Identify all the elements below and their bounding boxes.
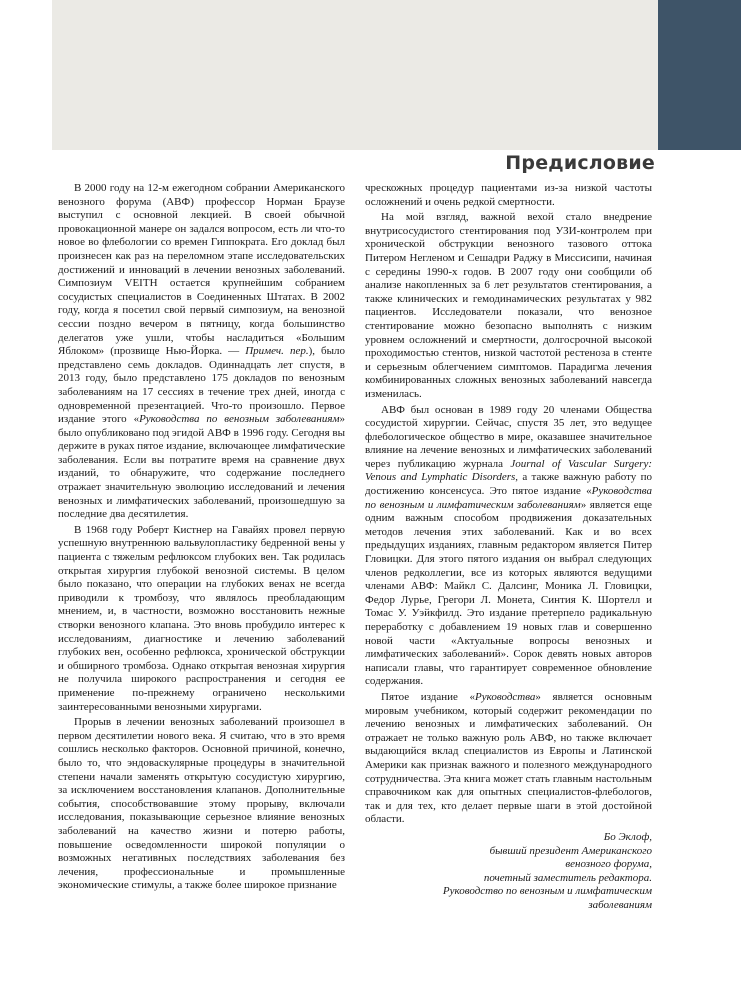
- text-run: » было опубликовано под эгидой АВФ в 1996 году. Сегодня вы держите в руках пятое издание, включающее лимфатические заболевания. Если вы потратите время на сравнение двух изданий, то обнаружите, что содержание последнего отражает значительную эволюцию исследований и лечения венозных и лимфатических заболеваний, произошедшую за последние два десятилетия.: [58, 413, 345, 521]
- signature-line: бывший президент Американского: [489, 844, 652, 857]
- paragraph-continuation: чрескожных процедур пациентами из-за низкой частоты осложнений и очень редкой смертности.: [365, 182, 652, 208]
- signature-line: Руководство по венозным и лимфатическим: [442, 885, 652, 898]
- book-title: Руководства по венозным заболеваниям: [139, 413, 340, 426]
- book-title: Руководства по венозным и лимфатическим заболеваниям: [365, 485, 652, 511]
- text-run: В 2000 году на 12-м ежегодном собрании Американского венозного форума (АВФ) профессор Норман Браузе выступил с основной лекцией. В своей обычной провокационной манере он задался вопросом, есть ли что-то новое во флебологии со времен Гиппократа. Его доклад был произнесен как раз на переломном этапе исследовательских достижений и инноваций в лечении венозных заболеваний. Симпозиум VEITH остается крупнейшим собранием сосудистых специалистов в Соединенных Штатах. В 2002 году, когда я посетил свой первый симпозиум, на венозной сессии поздно вечером в пятницу, когда большинство делегатов уже ушли, чтобы насладиться «Большим Яблоком» (прозвище Нью-Йорка. —: [58, 182, 345, 358]
- signature-block: [365, 831, 652, 913]
- signature-line: почетный заместитель редактора.: [483, 871, 652, 884]
- journal-title: Journal of Vascular Surgery: Venous and Lymphatic Disorders: [365, 457, 652, 484]
- text-run: АВФ был основан в 1989 году 20 членами Общества сосудистой хирургии. Сейчас, спустя 35 лет, это ведущее флебологическое общество в мире, оказавшее значительное влияние на лечение венозных и лимфатических заболеваний через публикацию журнала: [365, 403, 652, 470]
- text-run: Пятое издание «: [381, 690, 476, 703]
- signature-line: заболеваниям: [588, 898, 652, 911]
- header-band: [52, 0, 658, 150]
- corner-color-block: [658, 0, 741, 150]
- left-column: [58, 182, 345, 893]
- page-title: Предисловие: [505, 152, 655, 174]
- paragraph: В 1968 году Роберт Кистнер на Гавайях провел первую успешную внутреннюю вальвулопластику бедренной вены у пациента с тяжелым рефлюксом глубоких вен. Так родилась открытая хирургия глубокой венозной системы. В целом было показано, что операции на глубоких венах не всегда приводили к тромбозу, что являлось преобладающим мнением, и, в частности, возможно восстановить нежные створки венозного клапана. Это вновь пробудило интерес к исследованиям, диагностике и лечению заболеваний глубоких вен, особенно рефлюкса, хронической обструкции и обширного тромбоза. Однако открытая венозная хирургия не получила широкого распространения и сегодня ее применение по-прежнему ограничено несколькими заинтересованными венозными хирургами.: [58, 523, 345, 713]
- book-title: Руководства: [475, 690, 536, 703]
- paragraph: [365, 691, 652, 827]
- paragraph: Прорыв в лечении венозных заболеваний произошел в первом десятилетии нового века. Я считаю, что в это время сошлись несколько факторов. Основной причиной, конечно, было то, что эндоваскулярные процедуры в значительной степени начали заменять открытую сосудистую хирургию, за исключением восстановления клапанов. Дополнительные события, способствовавшие этому прорыву, включали исследования, показывающие серьезное влияние венозных заболеваний на качество жизни и потерю работы, повышение осведомленности широкой популяции о возможных негативных последствиях заболевания без лечения, профессиональные и промышленные экономические стимулы, а также более широкое признание: [58, 716, 345, 892]
- paragraph: На мой взгляд, важной вехой стало внедрение внутрисосудистого стентирования под УЗИ-контролем при хронической обструкции венозного тазового оттока Питером Негленом и Сешадри Раджу в Миссисипи, начиная с середины 1990-х годов. В 2007 году они сообщили об анализе накопленных за 6 лет результатов стентирования, а также клинических и гемодинамических результатах у 982 пациентов. Исследователи показали, что венозное стентирование можно безопасно выполнять с низким уровнем осложнений и смертности, долгосрочной высокой проходимостью стентов, низкой частотой рестеноза в стенте и серьезным облегчением симптомов. Парадигма лечения комбинированных сложных венозных заболеваний навсегда изменилась.: [365, 211, 652, 400]
- text-run: , а также важную работу по достижению консенсуса. Это пятое издание «: [365, 471, 652, 498]
- translator-note: Примеч. пер.: [245, 345, 309, 358]
- text-run: » является основным мировым учебником, который содержит рекомендации по лечению венозных и лимфатических заболеваний. Он отражает не только важную роль АВФ, но также включает выдающийся вклад специалистов из Европы и Латинской Америки как признак важного и полезного международного сотрудничества. Эта книга может стать главным настольным справочником как для опытных специалистов-флебологов, так и для тех, кто делает первые шаги в этой достойной области.: [365, 690, 652, 826]
- signature-line: Бо Эклоф,: [603, 830, 652, 843]
- paragraph: [365, 404, 652, 689]
- signature-line: венозного форума,: [565, 858, 652, 871]
- right-column: [365, 182, 652, 912]
- paragraph: [58, 182, 345, 522]
- text-run: ), было представлено семь докладов. Одиннадцать лет спустя, в 2013 году, было представлено 175 докладов по венозным заболеваниям на 17 сессиях в течение трех дней, иногда с одновременной презентацией. Что-то произошло. Первое издание этого «: [58, 345, 345, 426]
- text-run: » является еще одним важным способом продвижения доказательных методов лечения этих заболеваний. Как и во всех предыдущих изданиях, главным редактором является Питер Гловицки. Для этого пятого издания он выбрал следующих членов редколлегии, все из которых являются ведущими членами АВФ: Майкл С. Далсинг, Моника Л. Гловицки, Федор Лурье, Грегори Л. Монета, Синтия К. Шортелл и Томас У. Уэйкфилд. Это издание претерпело радикальную переработку с добавлением 19 новых глав и совершенно новой части «Актуальные вопросы венозных и лимфатических заболеваний». Сорок девять новых авторов написали главы, что гарантирует современное обновление содержания.: [365, 498, 652, 688]
